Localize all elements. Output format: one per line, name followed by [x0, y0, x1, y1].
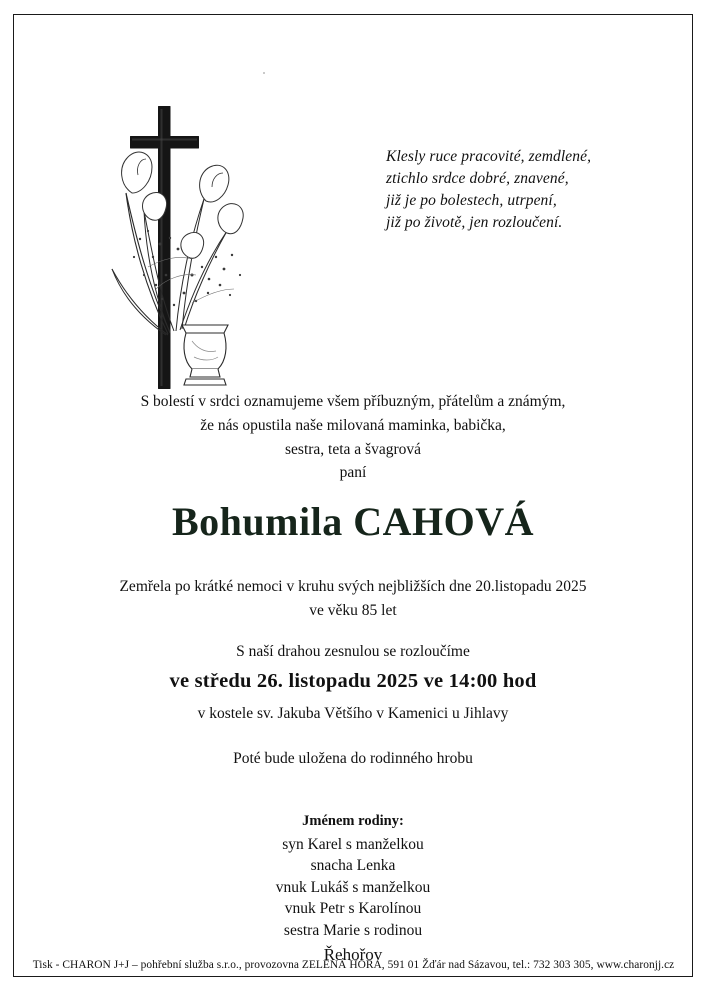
scan-speck: [263, 72, 265, 74]
family-member: vnuk Petr s Karolínou: [284, 900, 422, 918]
printer-footer: Tisk - CHARON J+J – pohřební služba s.r.o., provozovna ZELENÁ HORA, 591 01 Žďár nad Sázavou, tel.: 732 303 305, www.charonjj.cz: [32, 959, 675, 971]
card-frame: [13, 14, 693, 977]
death-age-line: ve věku 85 let: [309, 602, 397, 620]
family-member: vnuk Lukáš s manželkou: [275, 878, 431, 896]
family-member: syn Karel s manželkou: [282, 836, 424, 853]
verse-line-4: již po životě, jen rozloučení.: [386, 214, 563, 231]
family-members: [14, 834, 692, 941]
burial-note: Poté bude uložena do rodinného hrobu: [233, 750, 473, 767]
verse-line-2: ztichlo srdce dobré, znavené,: [386, 170, 569, 187]
farewell-lead: S naší drahou zesnulou se rozloučíme: [236, 643, 470, 660]
announcement-line-3: sestra, teta a švagrová: [285, 441, 421, 459]
village-name: Řehořov: [323, 945, 383, 964]
deceased-name: Bohumila CAHOVÁ: [172, 499, 534, 544]
farewell-datetime: ve středu 26. listopadu 2025 ve 14:00 hod: [169, 670, 537, 692]
verse-text: [386, 146, 656, 234]
card-inner: [14, 15, 692, 976]
death-date-line: Zemřela po krátké nemoci v kruhu svých nejbližších dne 20.listopadu 2025: [119, 578, 587, 595]
death-details: [14, 575, 692, 623]
verse-line-3: již je po bolestech, utrpení,: [386, 192, 557, 209]
honorific: paní: [339, 464, 367, 481]
farewell-place: v kostele sv. Jakuba Většího v Kamenici u Jihlavy: [197, 705, 509, 722]
verse-line-1: Klesly ruce pracovité, zemdlené,: [386, 148, 592, 165]
announcement-text: [14, 390, 692, 462]
announcement-line-2: že nás opustila naše milovaná maminka, babička,: [200, 417, 506, 435]
announcement-line-1: S bolestí v srdci oznamujeme všem příbuzným, přátelům a známým,: [140, 393, 566, 410]
family-member: snacha Lenka: [310, 857, 396, 875]
cross-with-flowers-illustration: [96, 89, 316, 389]
family-title: Jménem rodiny:: [302, 813, 404, 829]
family-member: sestra Marie s rodinou: [283, 921, 423, 939]
